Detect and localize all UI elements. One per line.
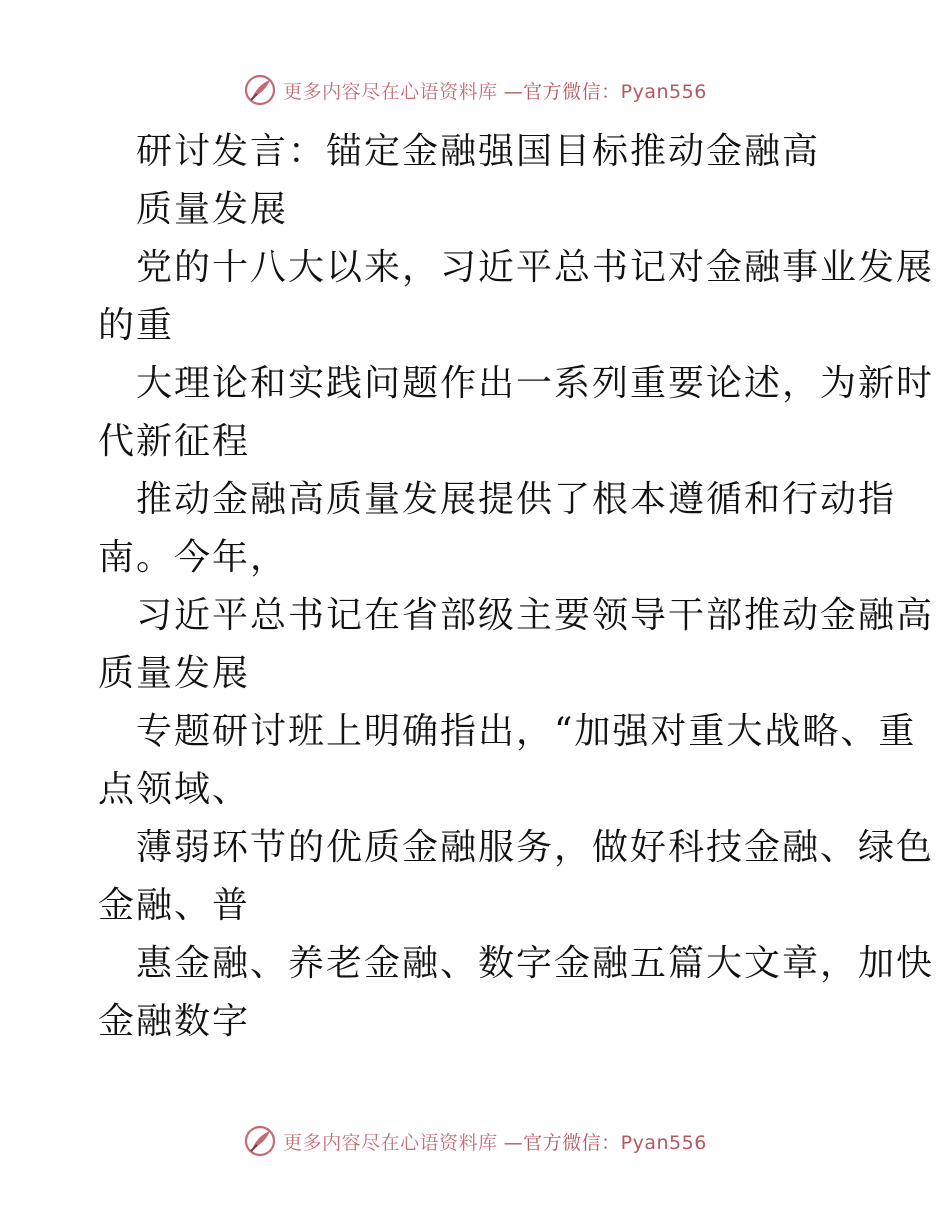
body-line: 专题研讨班上明确指出，“加强对重大战略、重 [136, 711, 917, 752]
title-line-1: 研讨发言：锚定金融强国目标推动金融高 [136, 131, 821, 172]
body-line: 金融、普 [98, 885, 251, 926]
body-line: 金融数字 [98, 1001, 251, 1042]
body-line: 薄弱环节的优质金融服务，做好科技金融、绿色 [136, 827, 935, 868]
feather-logo-icon [243, 1124, 277, 1158]
body-line: 代新征程 [98, 421, 251, 462]
body-line: 推动金融高质量发展提供了根本遵循和行动指 [136, 479, 897, 520]
body-line: 习近平总书记在省部级主要领导干部推动金融高 [136, 595, 935, 636]
feather-logo-icon [243, 73, 277, 107]
body-line: 质量发展 [98, 653, 251, 694]
watermark-main-text: 更多内容尽在心语资料库 [283, 1131, 498, 1154]
document-body [98, 123, 935, 1051]
watermark-wechat-text: —官方微信：Pyan556 [503, 80, 707, 103]
title-line-2: 质量发展 [136, 189, 289, 230]
watermark-footer [0, 1121, 950, 1161]
body-line: 惠金融、养老金融、数字金融五篇大文章，加快 [136, 943, 935, 984]
body-line: 的重 [98, 305, 175, 346]
body-line: 党的十八大以来，习近平总书记对金融事业发展 [136, 247, 935, 288]
body-line: 点领域、 [98, 769, 251, 810]
watermark-wechat-text: —官方微信：Pyan556 [503, 1131, 707, 1154]
body-line: 南。今年， [98, 537, 289, 578]
watermark-main-text: 更多内容尽在心语资料库 [283, 80, 498, 103]
body-line: 大理论和实践问题作出一系列重要论述，为新时 [136, 363, 935, 404]
watermark-header [0, 70, 950, 110]
